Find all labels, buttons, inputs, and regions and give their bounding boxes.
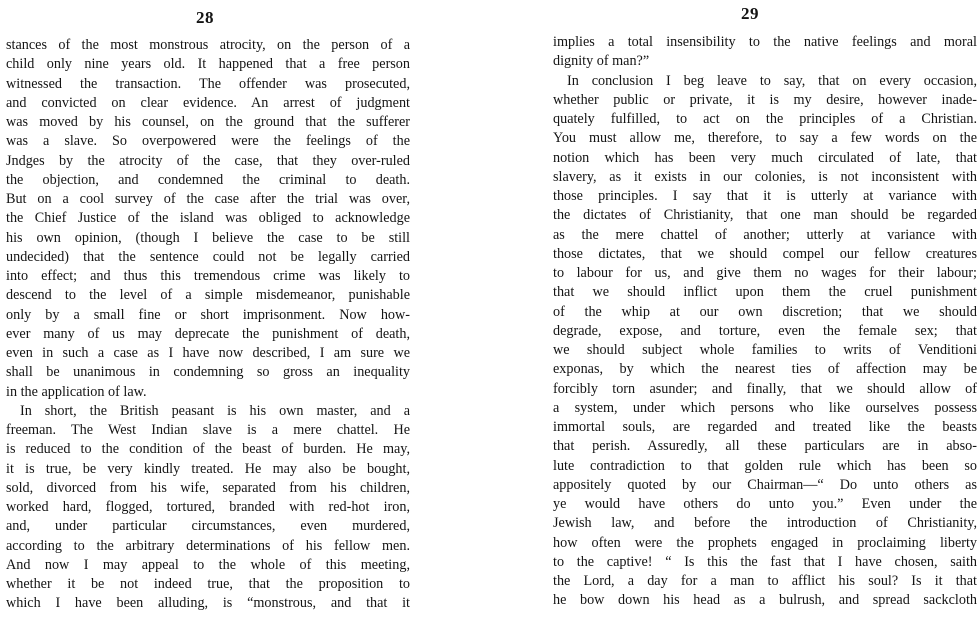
text-line: even in such a case as I have now described, I am sure we <box>6 345 410 361</box>
text-line: how often were the prophets engaged in proclaiming liberty <box>553 534 977 551</box>
text-line: that perish. Assuredly, all these particulars are in abso- <box>553 438 977 455</box>
text-line: freeman. The West Indian slave is a mere chattel. He <box>6 422 410 438</box>
text-line: descend to the level of a simple misdemeanor, punishable <box>6 287 410 304</box>
text-line: those dictates, that we should compel our fellow creatures <box>553 245 977 262</box>
text-line: stances of the most monstrous atrocity, on the person of a <box>6 37 410 53</box>
text-line: In short, the British peasant is his own master, and a <box>20 402 410 419</box>
text-line: in the application of law. <box>6 383 147 400</box>
text-line: ye would have others do unto you.” Even under the <box>553 496 977 512</box>
text-line: slavery, as it exists in our colonies, is not inconsistent with <box>553 168 977 185</box>
text-line: exponas, by which the nearest ties of affection may be <box>553 361 977 378</box>
text-line: And now I may appeal to the whole of this meeting, <box>6 556 410 573</box>
text-line: But on a cool survey of the case after the trial was over, <box>6 191 410 207</box>
page-body-text <box>553 33 977 611</box>
text-line: dignity of man?” <box>553 53 650 70</box>
text-line: forcibly torn asunder; and finally, that we should allow of <box>553 380 977 397</box>
text-line: worked hard, flogged, tortured, branded with red-hot iron, <box>6 499 410 515</box>
text-line: those principles. I say that it is utterly at variance with <box>553 188 977 204</box>
page-body-text <box>6 36 410 614</box>
text-line: notion which has been very much circulated of late, that <box>553 149 977 166</box>
text-line: the objection, and condemned the criminal to death. <box>6 171 410 188</box>
text-line: his own opinion, (though I believe the case to be still <box>6 229 410 246</box>
page-number: 29 <box>741 4 759 23</box>
text-line: according to the arbitrary determinations of his fellow men. <box>6 537 410 554</box>
text-line: ever many of us may deprecate the punishment of death, <box>6 325 410 342</box>
text-line: whether public or private, it is my desire, however inade- <box>553 91 977 108</box>
text-line: we should subject whole families to writs of Venditioni <box>553 342 977 358</box>
text-line: implies a total insensibility to the native feelings and moral <box>553 34 977 50</box>
text-line: to the captive! “ Is this the fast that I have chosen, saith <box>553 553 977 570</box>
text-line: Jewish law, and before the introduction of Christianity, <box>553 515 977 532</box>
text-line: immortal souls, are regarded and treated like the beasts <box>553 419 977 435</box>
text-line: child only nine years old. It happened that a free person <box>6 56 410 73</box>
text-line: sold, divorced from his wife, separated from his children, <box>6 479 410 496</box>
text-line: only by a small fine or short imprisonment. Now how- <box>6 306 410 323</box>
text-line: appositely quoted by our Chairman—“ Do unto others as <box>553 476 977 493</box>
text-line: a system, under which persons who like ourselves possess <box>553 399 977 416</box>
page-gutter <box>420 0 545 631</box>
text-line: he bow down his head as a bulrush, and spread sackcloth <box>553 592 977 609</box>
text-line: as the mere chattel of another; utterly at variance with <box>553 226 977 243</box>
text-line: whether it be not indeed true, that the proposition to <box>6 576 410 592</box>
text-line: degrade, expose, and torture, even the female sex; that <box>553 322 977 339</box>
right-page <box>545 0 980 631</box>
text-line: Jndges by the atrocity of the case, that they over-ruled <box>6 152 410 169</box>
text-line: was a slave. So overpowered were the feelings of the <box>6 133 410 150</box>
text-line: the dictates of Christianity, that one man should be regarded <box>553 207 977 224</box>
text-line: In conclusion I beg leave to say, that on every occasion, <box>567 72 977 89</box>
text-line: undecided) that the sentence could not be legally carried <box>6 248 410 265</box>
text-line: and, under particular circumstances, even murdered, <box>6 518 410 535</box>
text-line: lute contradiction to that golden rule which has been so <box>553 457 977 474</box>
text-line: the Lord, a day for a man to afflict his soul? Is it that <box>553 573 977 589</box>
text-line: was moved by his counsel, on the ground that the sufferer <box>6 114 410 130</box>
text-line: into effect; and thus this tremendous crime was likely to <box>6 268 410 284</box>
text-line: quately fulfilled, to act on the principles of a Christian. <box>553 111 977 127</box>
text-line: the Chief Justice of the island was obliged to acknowledge <box>6 210 410 227</box>
text-line: shall be unanimous in condemning so gross an inequality <box>6 364 410 381</box>
text-line: that we should inflict upon them the cruel punishment <box>553 284 977 301</box>
text-line: it is true, be very kindly treated. He may also be bought, <box>6 460 410 477</box>
text-line: of the whip at our own discretion; that we should <box>553 303 977 320</box>
text-line: and convicted on clear evidence. An arrest of judgment <box>6 94 410 111</box>
text-line: which I have been alluding, is “monstrous, and that it <box>6 595 410 612</box>
text-line: You must allow me, therefore, to say a few words on the <box>553 130 977 147</box>
text-line: is reduced to the condition of the beast of burden. He may, <box>6 441 410 458</box>
left-page <box>0 0 420 631</box>
text-line: to labour for us, and give them no wages for their labour; <box>553 265 977 281</box>
text-line: witnessed the transaction. The offender was prosecuted, <box>6 75 410 92</box>
page-number: 28 <box>196 8 214 27</box>
